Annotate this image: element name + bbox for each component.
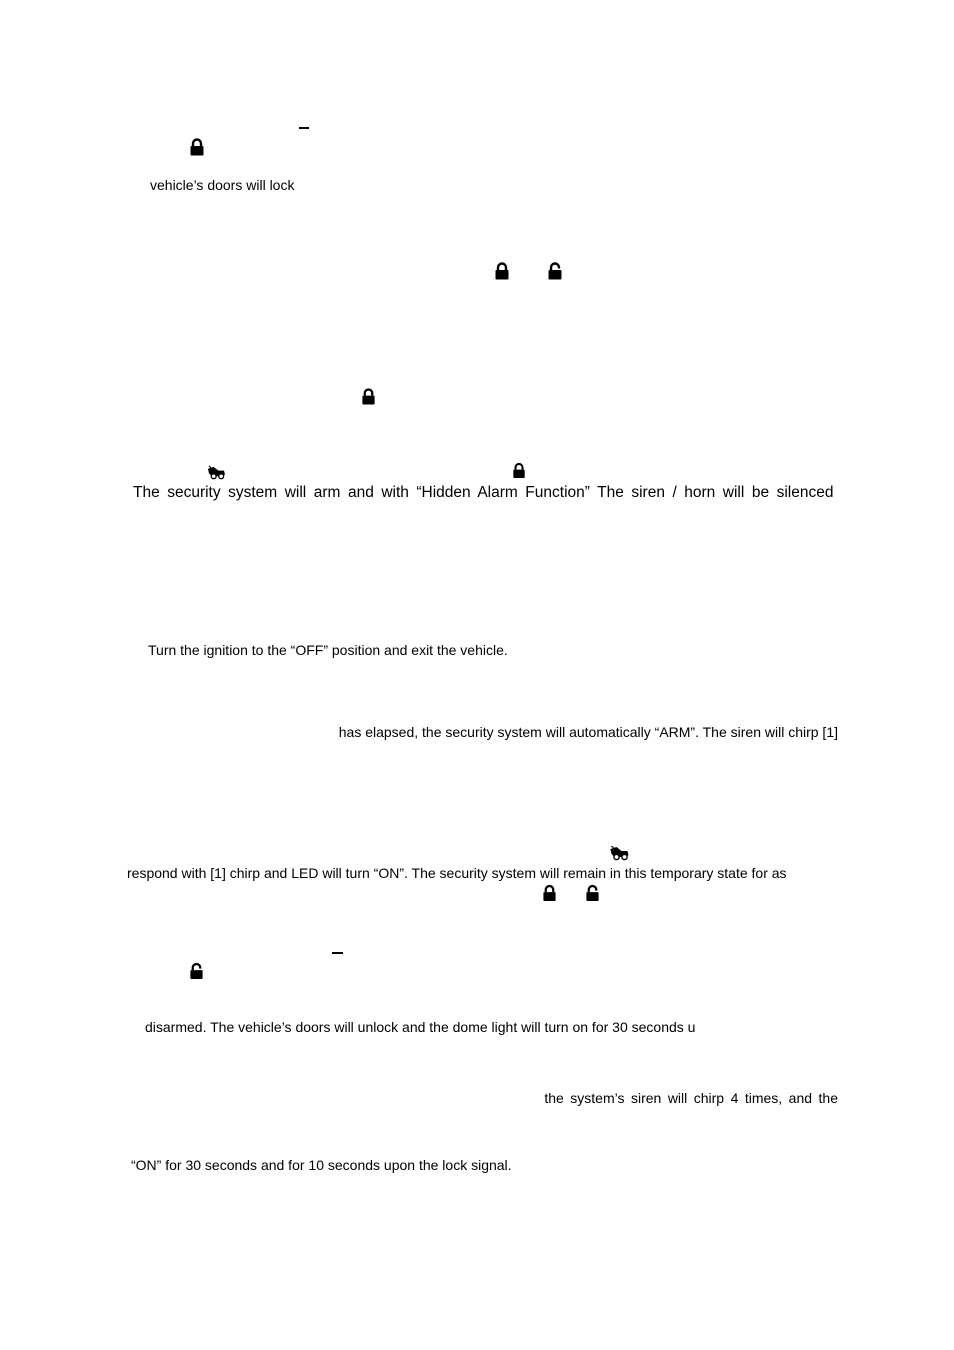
car-alarm-icon	[609, 845, 630, 861]
padlock-closed-icon	[494, 262, 510, 280]
padlock-open-icon	[189, 962, 204, 980]
padlock-open-icon	[547, 262, 563, 280]
car-alarm-icon	[207, 465, 226, 480]
text-line: the system’s siren will chirp 4 times, and the	[544, 1090, 838, 1106]
padlock-closed-icon	[361, 388, 376, 405]
padlock-closed-icon	[189, 138, 205, 156]
padlock-closed-icon	[512, 462, 526, 479]
text-line: vehicle’s doors will lock	[150, 177, 295, 193]
text-line: disarmed. The vehicle’s doors will unlock and the dome light will turn on for 30 seconds u	[145, 1019, 696, 1035]
padlock-closed-icon	[542, 884, 557, 902]
padlock-open-icon	[585, 884, 600, 902]
text-line: Turn the ignition to the “OFF” position and exit the vehicle.	[148, 642, 508, 658]
dash-mark	[332, 952, 343, 954]
dash-mark	[299, 127, 309, 129]
text-line: “ON” for 30 seconds and for 10 seconds upon the lock signal.	[131, 1157, 512, 1173]
text-line: has elapsed, the security system will automatically “ARM”. The siren will chirp [1]	[338, 724, 838, 740]
text-line: The security system will arm and with “Hidden Alarm Function” The siren / horn will be silenced	[133, 484, 834, 501]
text-line-justified	[133, 484, 838, 502]
text-line: respond with [1] chirp and LED will turn “ON”. The security system will remain in this temporary state for as	[127, 865, 787, 881]
